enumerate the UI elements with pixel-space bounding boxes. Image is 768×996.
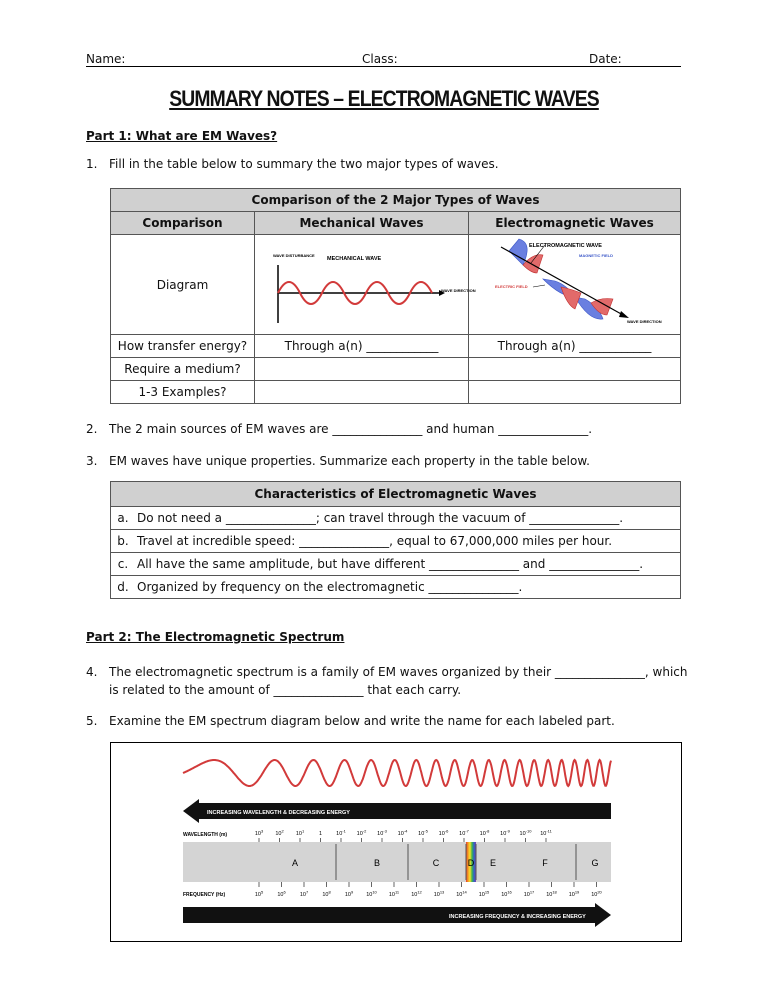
em-energy-blank[interactable]: Through a(n) ____________: [469, 335, 681, 358]
em-magnetic-label: MAGNETIC FIELD: [578, 253, 613, 258]
question-5-text: Examine the EM spectrum diagram below and write the name for each labeled part.: [109, 714, 615, 728]
question-1-text: Fill in the table below to summary the two major types of waves.: [109, 157, 499, 171]
region-label-B: B: [373, 858, 381, 868]
wavelength-tick-13: $10^{-10}$: [519, 828, 532, 837]
region-label-E: E: [489, 858, 497, 868]
em-medium-cell[interactable]: [469, 358, 681, 381]
table1-caption: Comparison of the 2 Major Types of Waves: [111, 189, 681, 212]
frequency-tick-7: $10^{12}$: [411, 889, 422, 898]
row-examples-label: 1-3 Examples?: [111, 381, 255, 404]
frequency-tick-10: $10^{15}$: [478, 889, 490, 898]
wavelength-tick-5: $10^{-2}$: [356, 828, 367, 837]
page-title: SUMMARY NOTES – ELECTROMAGNETIC WAVES: [169, 86, 599, 111]
question-2-text: The 2 main sources of EM waves are _______________ and human _______________.: [109, 422, 593, 436]
question-3-text: EM waves have unique properties. Summarize each property in the table below.: [109, 454, 590, 468]
em-wave-diagram: [469, 235, 681, 335]
name-label: Name:: [86, 52, 126, 66]
wavelength-tick-11: $10^{-8}$: [479, 828, 490, 837]
wavelength-tick-3: 1: [318, 831, 323, 837]
mech-diagram-title: MECHANICAL WAVE: [326, 256, 381, 262]
region-label-D: D: [467, 858, 475, 868]
char-d-text[interactable]: Organized by frequency on the electromagnetic _______________.: [135, 576, 681, 599]
char-c-letter: c.: [111, 553, 136, 576]
wavelength-tick-9: $10^{-6}$: [438, 828, 449, 837]
date-label: Date:: [589, 52, 622, 66]
frequency-tick-1: $10^6$: [277, 889, 286, 898]
table1-header-mechanical: Mechanical Waves: [255, 212, 469, 235]
part1-heading: Part 1: What are EM Waves?: [86, 129, 278, 143]
mech-y-axis-label: WAVE DISTURBANCE: [272, 253, 315, 258]
region-label-G: G: [591, 858, 599, 868]
frequency-tick-13: $10^{18}$: [546, 889, 557, 898]
wave-comparison-table: [110, 188, 681, 404]
class-label: Class:: [362, 52, 398, 66]
wavelength-arrow-label: INCREASING WAVELENGTH & DECREASING ENERGY: [207, 810, 350, 816]
frequency-tick-14: $10^{19}$: [568, 889, 580, 898]
wavelength-tick-8: $10^{-5}$: [418, 828, 428, 837]
table1-header-em: Electromagnetic Waves: [469, 212, 681, 235]
frequency-tick-3: $10^8$: [322, 889, 331, 898]
question-4: 4. The electromagnetic spectrum is a family of EM waves organized by their _______________, which is related to the amount of _______________ that each carry.: [86, 665, 688, 697]
frequency-tick-11: $10^{16}$: [501, 889, 512, 898]
em-spectrum-diagram: [110, 742, 682, 942]
wavelength-tick-14: $10^{-11}$: [540, 828, 552, 837]
char-d-letter: d.: [111, 576, 136, 599]
frequency-arrow-label: INCREASING FREQUENCY & INCREASING ENERGY: [449, 914, 586, 920]
frequency-axis-label: FREQUENCY (Hz): [183, 892, 226, 898]
region-label-F: F: [542, 858, 548, 868]
row-medium-label: Require a medium?: [111, 358, 255, 381]
region-label-A: A: [291, 858, 299, 868]
spectrum-wave-curve: [183, 760, 611, 786]
frequency-tick-6: $10^{11}$: [388, 889, 400, 898]
region-label-C: C: [432, 858, 440, 868]
em-diagram-title: ELECTROMAGNETIC WAVE: [528, 243, 602, 249]
mech-examples-cell[interactable]: [255, 381, 469, 404]
frequency-tick-2: $10^7$: [299, 889, 309, 898]
table1-header-comparison: Comparison: [111, 212, 255, 235]
frequency-tick-12: $10^{17}$: [523, 889, 535, 898]
row-diagram-label: Diagram: [111, 235, 255, 335]
wavelength-tick-12: $10^{-9}$: [500, 828, 510, 837]
wavelength-axis-label: WAVELENGTH (m): [183, 832, 228, 838]
wavelength-tick-2: $10^1$: [295, 828, 305, 837]
mech-x-axis-label: WAVE DIRECTION: [440, 288, 476, 293]
mechanical-wave-diagram: [255, 235, 476, 335]
em-direction-label: WAVE DIRECTION: [626, 319, 662, 324]
em-examples-cell[interactable]: [469, 381, 681, 404]
header-underline: [86, 66, 681, 67]
wavelength-tick-1: $10^2$: [275, 828, 284, 837]
char-c-text[interactable]: All have the same amplitude, but have different _______________ and _______________.: [135, 553, 681, 576]
frequency-tick-9: $10^{14}$: [456, 889, 467, 898]
char-b-text[interactable]: Travel at incredible speed: _______________, equal to 67,000,000 miles per hour.: [135, 530, 681, 553]
wavelength-tick-4: $10^{-1}$: [336, 828, 346, 837]
frequency-tick-4: $10^9$: [344, 889, 354, 898]
table2-caption: Characteristics of Electromagnetic Waves: [111, 482, 681, 507]
frequency-tick-8: $10^{13}$: [433, 889, 445, 898]
mech-medium-cell[interactable]: [255, 358, 469, 381]
question-4-text: The electromagnetic spectrum is a family of EM waves organized by their _______________, which is related to the amount of _______________ that each carry.: [109, 665, 688, 697]
wavelength-tick-0: $10^3$: [254, 828, 264, 837]
wavelength-tick-10: $10^{-7}$: [459, 828, 469, 837]
em-electric-label: ELECTRIC FIELD: [494, 284, 528, 289]
frequency-tick-0: $10^5$: [254, 889, 264, 898]
em-characteristics-table: [110, 481, 681, 599]
frequency-tick-15: $10^{20}$: [591, 889, 602, 898]
frequency-tick-5: $10^{10}$: [366, 889, 377, 898]
row-energy-label: How transfer energy?: [111, 335, 255, 358]
part2-heading: Part 2: The Electromagnetic Spectrum: [86, 630, 345, 644]
char-b-letter: b.: [111, 530, 136, 553]
wavelength-tick-7: $10^{-4}$: [397, 828, 408, 837]
wavelength-tick-6: $10^{-3}$: [377, 828, 387, 837]
char-a-text[interactable]: Do not need a _______________; can travel through the vacuum of _______________.: [135, 507, 681, 530]
mech-energy-blank[interactable]: Through a(n) ____________: [255, 335, 469, 358]
char-a-letter: a.: [111, 507, 136, 530]
